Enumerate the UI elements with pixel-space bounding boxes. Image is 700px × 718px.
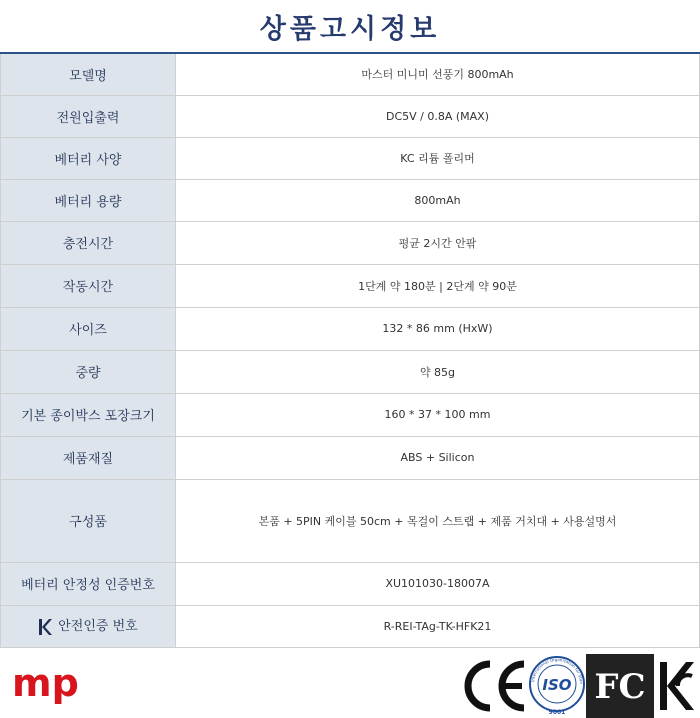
spec-label: 중량 <box>75 366 101 381</box>
spec-label-cell <box>1 436 176 479</box>
spec-row <box>1 479 700 562</box>
spec-value: R-REI-TAg-TK-HFK21 <box>176 605 700 647</box>
spec-value: 160 * 37 * 100 mm <box>176 393 700 436</box>
spec-label-cell <box>1 393 176 436</box>
mp-logo <box>12 660 86 706</box>
spec-label: 기본 종이박스 포장크기 <box>21 409 155 424</box>
spec-value: DC5V / 0.8A (MAX) <box>176 95 700 137</box>
iso-number: 9001 <box>548 709 566 716</box>
spec-value: ABS + Silicon <box>176 436 700 479</box>
spec-label: 사이즈 <box>69 323 107 338</box>
fcc-mark-icon <box>586 654 654 718</box>
spec-row <box>1 95 700 137</box>
spec-row <box>1 350 700 393</box>
spec-value: 1단계 약 180분 | 2단계 약 90분 <box>176 264 700 307</box>
spec-row <box>1 562 700 605</box>
mp-logo-text: mp <box>12 661 79 705</box>
kc-mark-icon <box>38 617 54 637</box>
spec-label: 구성품 <box>69 515 107 530</box>
spec-label: 충전시간 <box>62 237 114 252</box>
spec-label-cell <box>1 264 176 307</box>
spec-label-cell <box>1 179 176 221</box>
spec-label: 베터리 안정성 인증번호 <box>21 578 155 593</box>
spec-value: 마스터 미니미 선풍기 800mAh <box>176 53 700 95</box>
spec-label: 작동시간 <box>62 280 114 295</box>
spec-value: 평균 2시간 안팎 <box>176 221 700 264</box>
spec-row <box>1 221 700 264</box>
kc-mark-icon <box>656 654 698 718</box>
spec-label-cell <box>1 605 176 647</box>
footer <box>0 652 700 718</box>
spec-label: 베터리 용량 <box>54 194 122 210</box>
spec-table <box>0 52 700 648</box>
page-title: 상품고시정보 <box>259 13 441 45</box>
spec-row <box>1 436 700 479</box>
spec-label-cell <box>1 137 176 179</box>
spec-row <box>1 393 700 436</box>
spec-label: 제품재질 <box>62 452 114 467</box>
spec-label: 베터리 사양 <box>54 152 122 168</box>
spec-label-cell <box>1 562 176 605</box>
iso-ring-text: International Organization for Stan <box>530 656 585 685</box>
spec-row <box>1 179 700 221</box>
page-header <box>0 0 700 52</box>
spec-label: 안전인증 번호 <box>58 619 138 635</box>
spec-row <box>1 53 700 95</box>
spec-value: KC 리튬 폴리머 <box>176 137 700 179</box>
spec-label-cell <box>1 53 176 95</box>
iso-label: ISO <box>542 676 572 694</box>
ce-mark-icon <box>460 654 532 718</box>
spec-label-cell <box>1 221 176 264</box>
spec-row <box>1 307 700 350</box>
spec-label-cell <box>1 95 176 137</box>
spec-value: XU101030-18007A <box>176 562 700 605</box>
spec-row <box>1 264 700 307</box>
fcc-mark-text: FC <box>594 667 646 707</box>
spec-value: 본품 + 5PIN 케이블 50cm + 목걸이 스트랩 + 제품 거치대 + 사용설명서 <box>176 479 700 562</box>
iso-9001-badge-icon <box>528 654 586 718</box>
spec-value: 약 85g <box>176 350 700 393</box>
spec-label-cell <box>1 307 176 350</box>
spec-value: 132 * 86 mm (HxW) <box>176 307 700 350</box>
spec-row <box>1 605 700 647</box>
spec-label-cell <box>1 479 176 562</box>
spec-label: 모델명 <box>69 68 107 84</box>
spec-value: 800mAh <box>176 179 700 221</box>
spec-label-cell <box>1 350 176 393</box>
spec-row <box>1 137 700 179</box>
spec-label: 전원입출력 <box>56 110 120 126</box>
